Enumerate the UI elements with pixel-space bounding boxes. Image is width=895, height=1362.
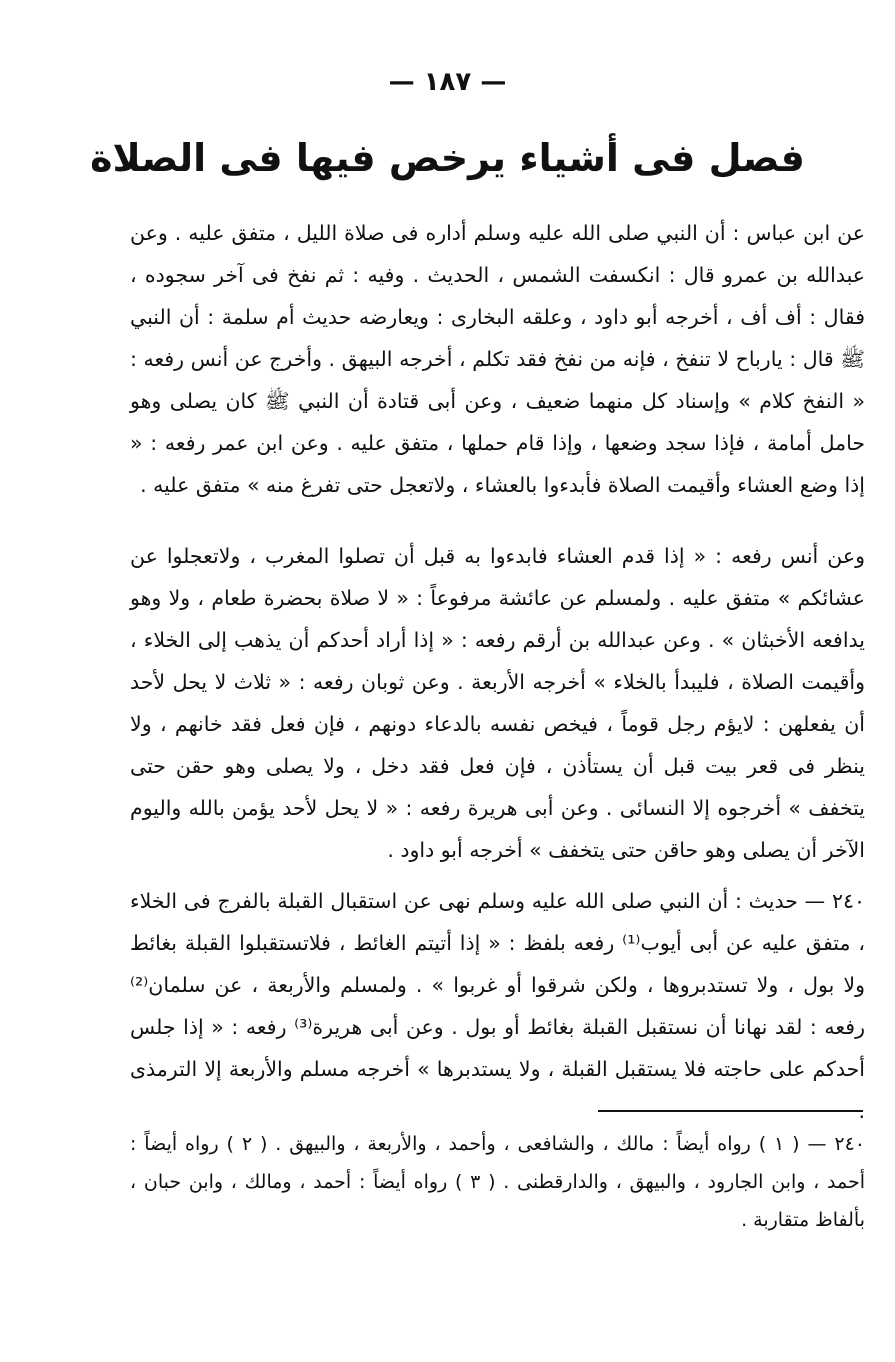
- paragraph-2: وعن أنس رفعه : « إذا قدم العشاء فابدءوا به قبل أن تصلوا المغرب ، ولاتعجلوا عن عشائكم » متفق عليه . ولمسلم عن عائشة مرفوعاً : « لا صلاة بحضرة طعام ، ولا وهو يدافعه الأخبثان » . وعن عبدالله بن أرقم رفعه : « إذا أراد أحدكم أن يذهب إلى الخلاء ، وأقيمت الصلاة ، فليبدأ بالخلاء » أخرجه الأربعة . وعن ثوبان رفعه : « ثلاث لا يحل لأحد أن يفعلهن : لايؤم رجل قوماً ، فيخص نفسه بالدعاء دونهم ، فإن فعل فقد خانهم ، ولا ينظر فى قعر بيت قبل أن يستأذن ، فإن فعل فقد دخل ، ولا يصلى وهو حقن حتى يتخفف » أخرجوه إلا النسائى . وعن أبى هريرة رفعه : « لا يحل لأحد يؤمن بالله واليوم الآخر أن يصلى وهو حاقن حتى يتخفف » أخرجه أبو داود .: [130, 544, 865, 862]
- footnote-divider: [598, 1110, 863, 1112]
- chapter-title: فصل فى أشياء يرخص فيها فى الصلاة: [90, 136, 805, 180]
- footnotes: ٢٤٠ — ( ١ ) رواه أيضاً : مالك ، والشافعى ، وأحمد ، والأربعة ، والبيهق . ( ٢ ) رواه أيضاً : أحمد ، وابن الجارود ، والبيهق ، والدارقطنى . ( ٣ ) رواه أيضاً : أحمد ، ومالك ، وابن حبان ، بألفاظ متقاربة .: [130, 1133, 865, 1231]
- paragraph-1: عن ابن عباس : أن النبي صلى الله عليه وسلم أداره فى صلاة الليل ، متفق عليه . وعن عبدالله بن عمرو قال : انكسفت الشمس ، الحديث . وفيه : ثم نفخ فى آخر سجوده ، فقال : أف أف ، أخرجه أبو داود ، وعلقه البخارى : ويعارضه حديث أم سلمة : أن النبي ﷺ قال : يارباح لا تنفخ ، فإنه من نفخ فقد تكلم ، أخرجه البيهق . وأخرج عن أنس رفعه : « النفخ كلام » وإسناد كل منهما ضعيف ، وعن أبى قتادة أن النبي ﷺ كان يصلى وهو حامل أمامة ، فإذا سجد وضعها ، وإذا قام حملها ، متفق عليه . وعن ابن عمر رفعه : « إذا وضع العشاء وأقيمت الصلاة فأبدءوا بالعشاء ، ولاتعجل حتى تفرغ منه » متفق عليه .: [130, 221, 865, 497]
- paragraph-3: ٢٤٠ — حديث : أن النبي صلى الله عليه وسلم نهى عن استقبال القبلة بالفرج فى الخلاء ، متفق عليه عن أبى أيوب⁽¹⁾ رفعه بلفظ : « إذا أتيتم الغائط ، فلاتستقبلوا القبلة بغائط ولا بول ، ولا تستدبروها ، ولكن شرقوا أو غربوا » . ولمسلم والأربعة ، عن سلمان⁽²⁾ رفعه : لقد نهانا أن نستقبل القبلة بغائط أو بول . وعن أبى هريرة⁽³⁾ رفعه : « إذا جلس أحدكم على حاجته فلا يستقبل القبلة ، ولا يستدبرها » أخرجه مسلم والأربعة إلا الترمذى .: [130, 889, 865, 1123]
- page-number: — ١٨٧ —: [388, 67, 507, 97]
